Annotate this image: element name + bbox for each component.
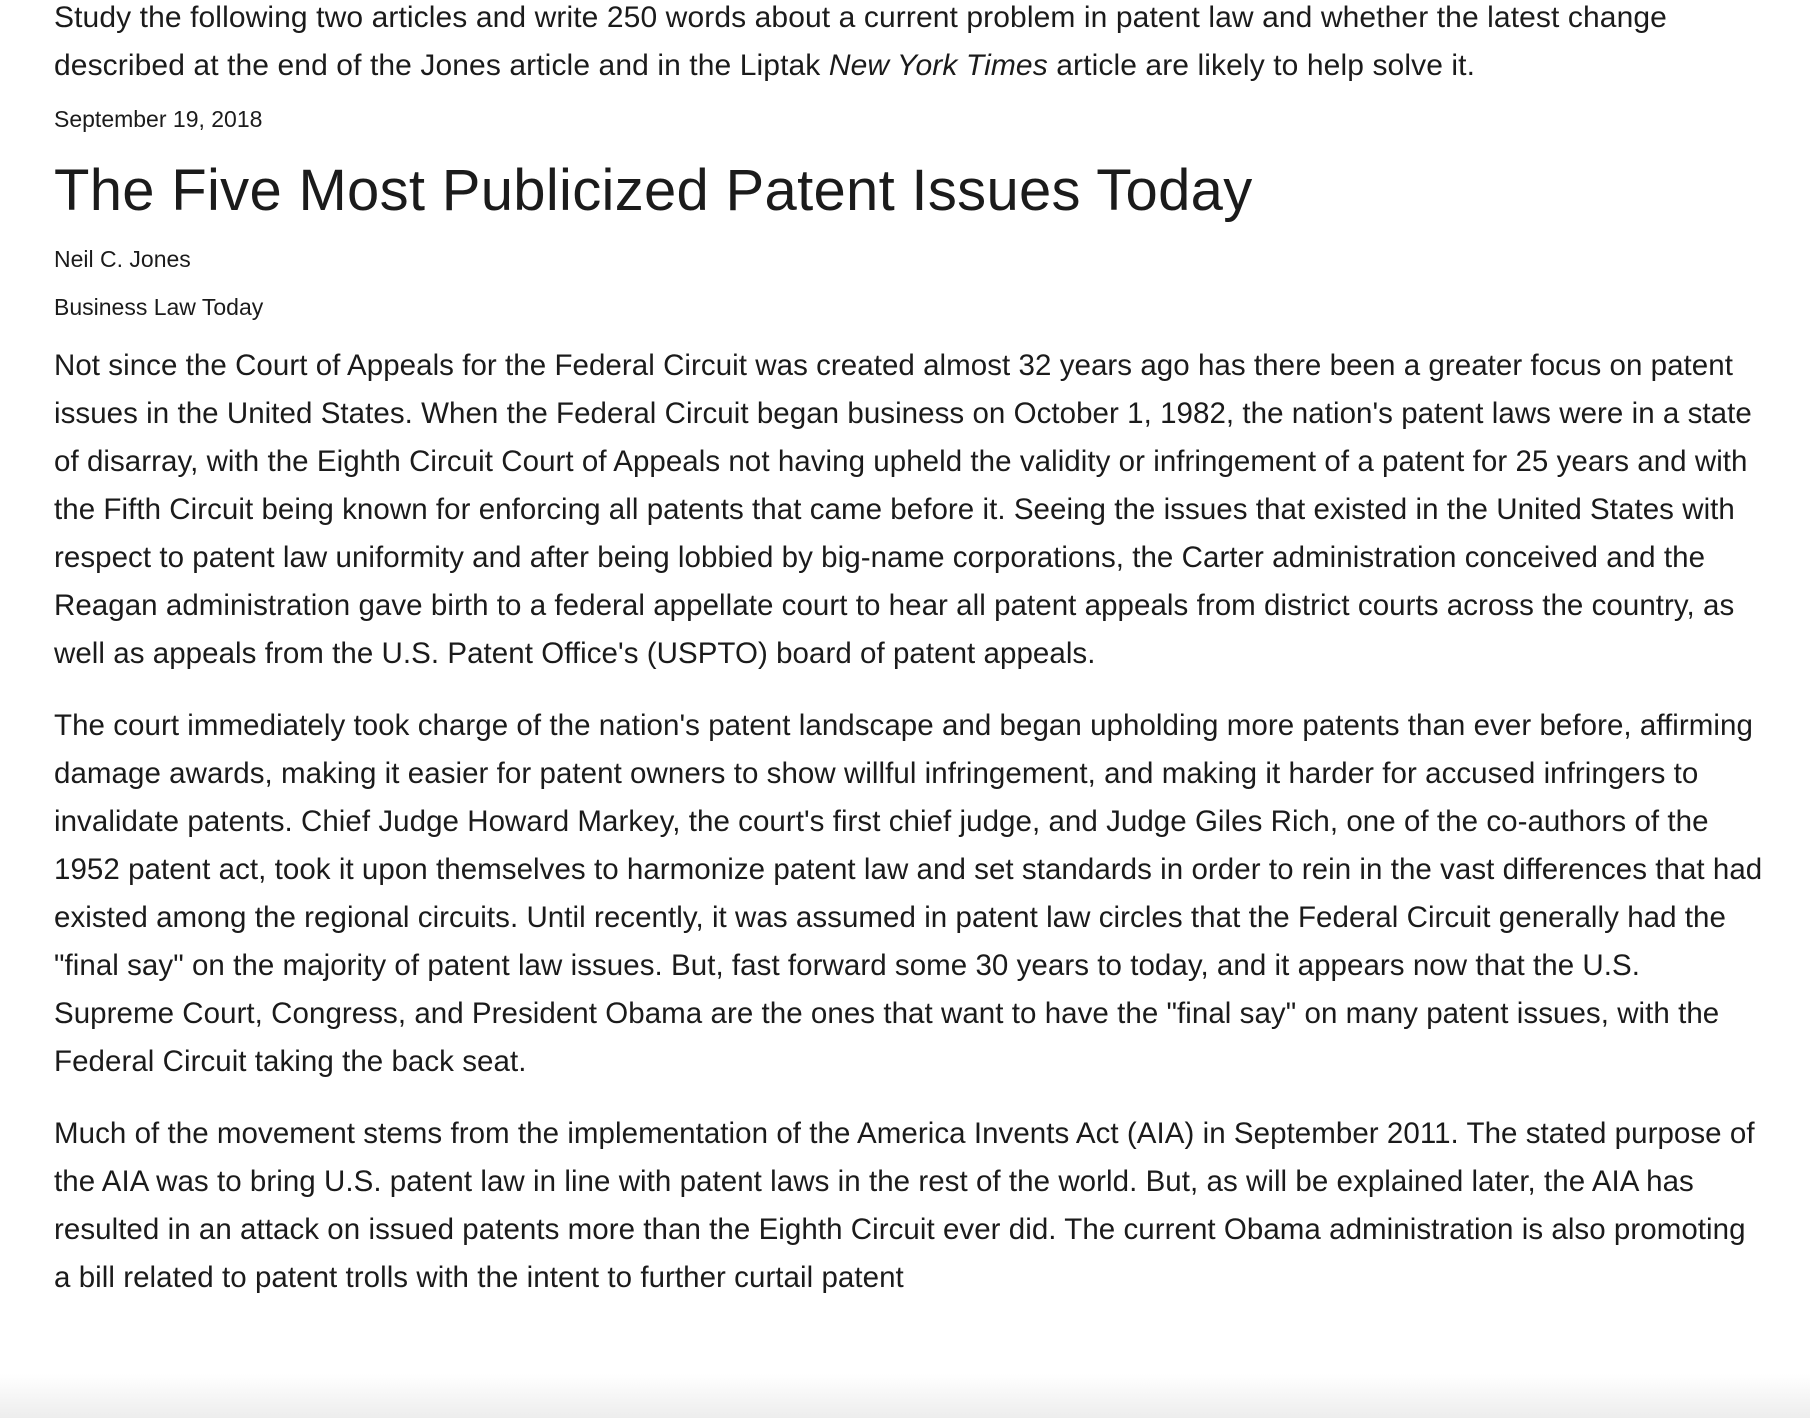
article-paragraph: Not since the Court of Appeals for the Federal Circuit was created almost 32 years ago has there been a greater focus on patent issues in the United States. When the Federal Circuit began business on October 1, 1982, the nation's patent laws were in a state of disarray, with the Eighth Circuit Court of Appeals not having upheld the validity or infringement of a patent for 25 years and with the Fifth Circuit being known for enforcing all patents that came before it. Seeing the issues that existed in the United States with respect to patent law uniformity and after being lobbied by big-name corporations, the Carter administration conceived and the Reagan administration gave birth to a federal appellate court to hear all patent appeals from district courts across the country, as well as appeals from the U.S. Patent Office's (USPTO) board of patent appeals. (54, 349, 1752, 670)
article-author: Neil C. Jones (54, 246, 191, 272)
article-title: The Five Most Publicized Patent Issues Today (54, 158, 1253, 223)
article-paragraph: Much of the movement stems from the implementation of the America Invents Act (AIA) in September 2011. The stated purpose of the AIA was to bring U.S. patent law in line with patent laws in the rest of the world. But, as will be explained later, the AIA has resulted in an attack on issued patents more than the Eighth Circuit ever did. The current Obama administration is also promoting a bill related to patent trolls with the intent to further curtail patent (54, 1117, 1755, 1294)
article-paragraph: The court immediately took charge of the nation's patent landscape and began upholding more patents than ever before, affirming damage awards, making it easier for patent owners to show willful infringement, and making it harder for accused infringers to invalidate patents. Chief Judge Howard Markey, the court's first chief judge, and Judge Giles Rich, one of the co-authors of the 1952 patent act, took it upon themselves to harmonize patent law and set standards in order to rein in the vast differences that had existed among the regional circuits. Until recently, it was assumed in patent law circles that the Federal Circuit generally had the "final say" on the majority of patent law issues. But, fast forward some 30 years to today, and it appears now that the U.S. Supreme Court, Congress, and President Obama are the ones that want to have the "final say" on many patent issues, with the Federal Circuit taking the back seat. (54, 709, 1763, 1078)
prompt-text-after: article are likely to help solve it. (1047, 49, 1476, 82)
assignment-prompt (54, 0, 1766, 90)
article-date: September 19, 2018 (54, 106, 263, 132)
document-page (54, 0, 1766, 1302)
prompt-text-before: Study the following two articles and write 250 words about a current problem in patent law and whether the latest change described at the end of the Jones article and in the Liptak (54, 1, 1667, 82)
article-publication: Business Law Today (54, 294, 264, 320)
bottom-scroll-fade (0, 1374, 1810, 1418)
prompt-italic-publication: New York Times (828, 49, 1048, 82)
